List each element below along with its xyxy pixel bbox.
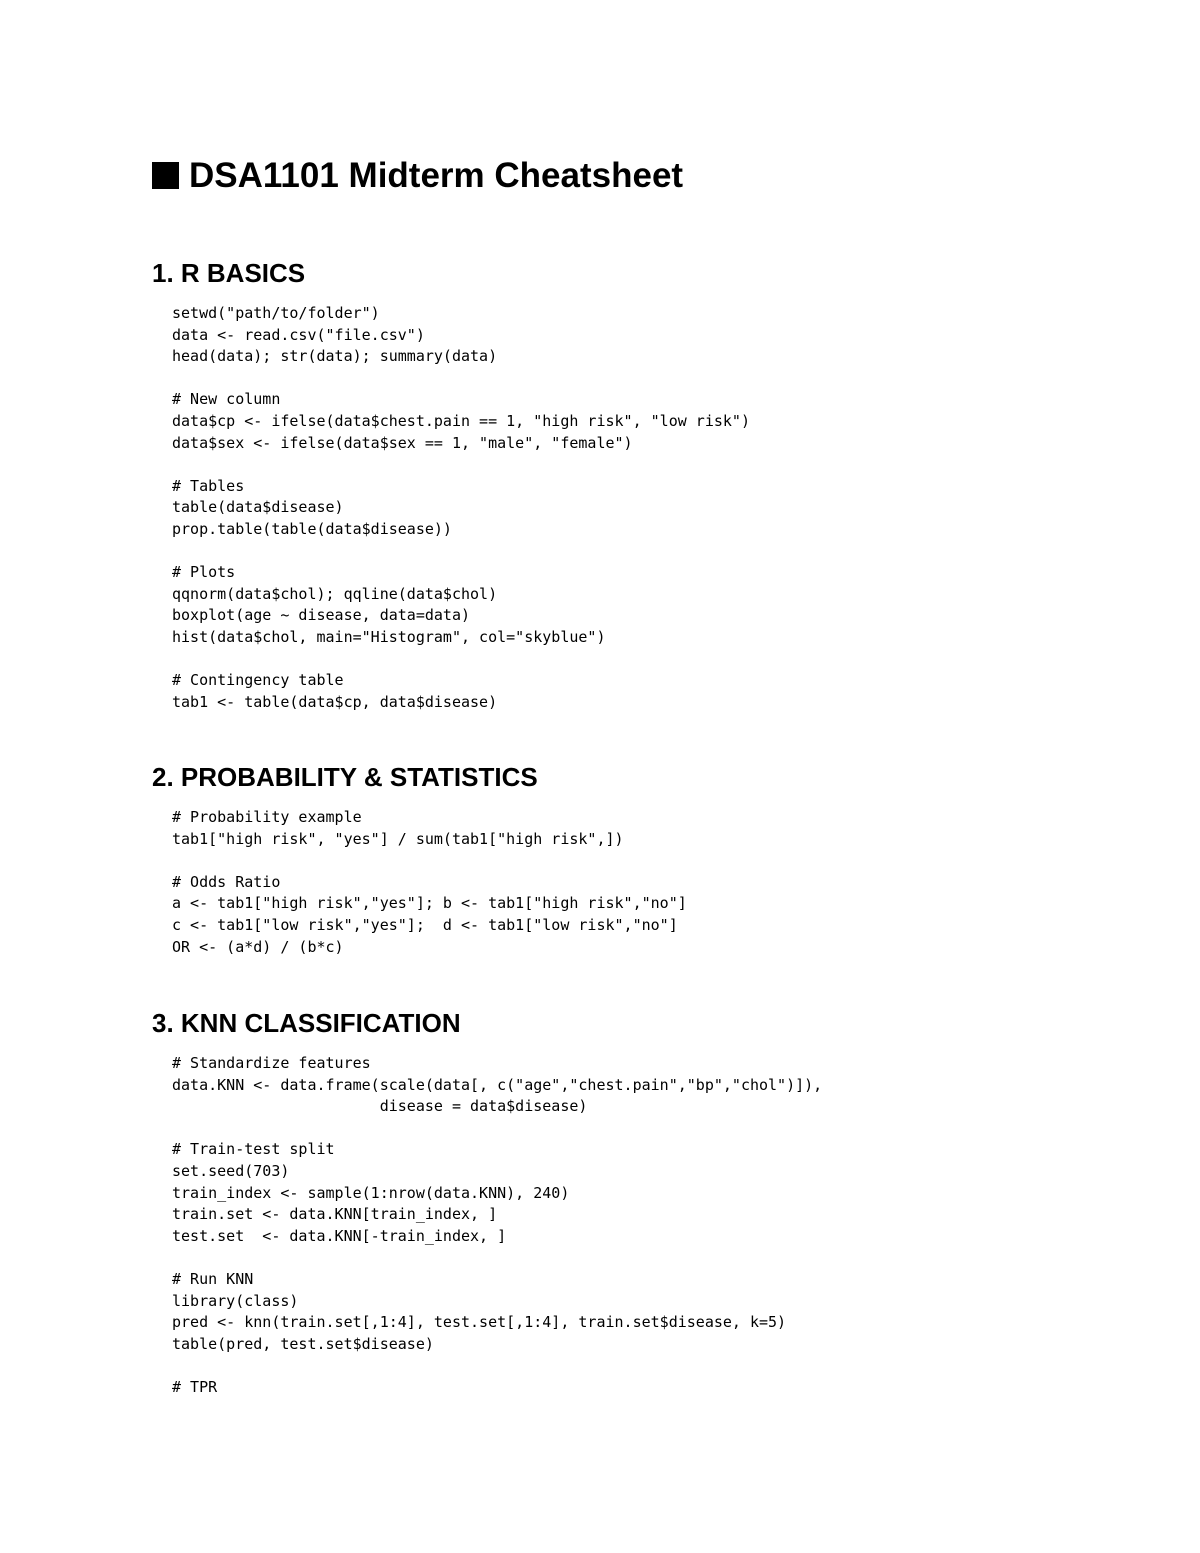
code-line: prop.table(table(data$disease)) xyxy=(172,519,452,538)
code-line xyxy=(172,541,750,563)
code-line: table(data$disease) xyxy=(172,498,344,517)
code-block-probability-statistics xyxy=(172,807,687,958)
code-line xyxy=(172,649,750,671)
code-line xyxy=(172,850,687,872)
code-line: hist(data$chol, main="Histogram", col="skyblue") xyxy=(172,627,606,646)
code-line: tab1["high risk", "yes"] / sum(tab1["high risk",]) xyxy=(172,829,624,848)
code-line: table(pred, test.set$disease) xyxy=(172,1334,434,1353)
code-comment-line: # Probability example xyxy=(172,808,362,826)
section-heading-knn-classification: 3. KNN CLASSIFICATION xyxy=(152,1008,461,1038)
code-line xyxy=(172,1247,822,1269)
code-comment-line: # TPR xyxy=(172,1377,218,1396)
code-line: a <- tab1["high risk","yes"]; b <- tab1["high risk","no"] xyxy=(172,894,687,913)
code-line: c <- tab1["low risk","yes"]; d <- tab1["low risk","no"] xyxy=(172,915,678,934)
code-line: setwd("path/to/folder") xyxy=(172,304,380,322)
code-comment-line: # Run KNN xyxy=(172,1269,254,1288)
code-line: OR <- (a*d) / (b*c) xyxy=(172,937,344,956)
code-comment-line: # Train-test split xyxy=(172,1140,335,1159)
code-line: data <- read.csv("file.csv") xyxy=(172,325,425,344)
code-line: data$sex <- ifelse(data$sex == 1, "male", "female") xyxy=(172,433,633,452)
code-line: disease = data$disease) xyxy=(172,1097,588,1116)
code-line xyxy=(172,1118,822,1140)
code-block-r-basics xyxy=(172,303,750,713)
code-line xyxy=(172,454,750,476)
code-line: tab1 <- table(data$cp, data$disease) xyxy=(172,692,498,711)
code-line: test.set <- data.KNN[-train_index, ] xyxy=(172,1226,507,1245)
code-comment-line: # Odds Ratio xyxy=(172,872,281,891)
code-line xyxy=(172,368,750,390)
code-comment-line: # Standardize features xyxy=(172,1054,371,1072)
page-title xyxy=(152,152,683,200)
code-line: qqnorm(data$chol); qqline(data$chol) xyxy=(172,584,498,603)
code-comment-line: # Tables xyxy=(172,476,245,495)
code-comment-line: # New column xyxy=(172,390,281,409)
page-title-text: DSA1101 Midterm Cheatsheet xyxy=(189,156,684,195)
code-line: pred <- knn(train.set[,1:4], test.set[,1:4], train.set$disease, k=5) xyxy=(172,1313,787,1332)
code-line: head(data); str(data); summary(data) xyxy=(172,347,498,366)
section-heading-probability-statistics: 2. PROBABILITY & STATISTICS xyxy=(152,762,538,792)
code-line: library(class) xyxy=(172,1291,299,1310)
code-block-knn-classification xyxy=(172,1053,822,1399)
code-line: boxplot(age ~ disease, data=data) xyxy=(172,606,471,625)
code-comment-line: # Plots xyxy=(172,563,236,582)
code-comment-line: # Contingency table xyxy=(172,671,344,690)
code-line: set.seed(703) xyxy=(172,1161,290,1180)
code-line: train.set <- data.KNN[train_index, ] xyxy=(172,1205,498,1224)
code-line: data.KNN <- data.frame(scale(data[, c("age","chest.pain","bp","chol")]), xyxy=(172,1075,823,1094)
code-line xyxy=(172,1355,822,1377)
code-line: train_index <- sample(1:nrow(data.KNN), 240) xyxy=(172,1183,570,1202)
code-line: data$cp <- ifelse(data$chest.pain == 1, "high risk", "low risk") xyxy=(172,411,750,430)
section-heading-r-basics: 1. R BASICS xyxy=(152,258,306,288)
square-bullet-icon xyxy=(152,162,179,189)
